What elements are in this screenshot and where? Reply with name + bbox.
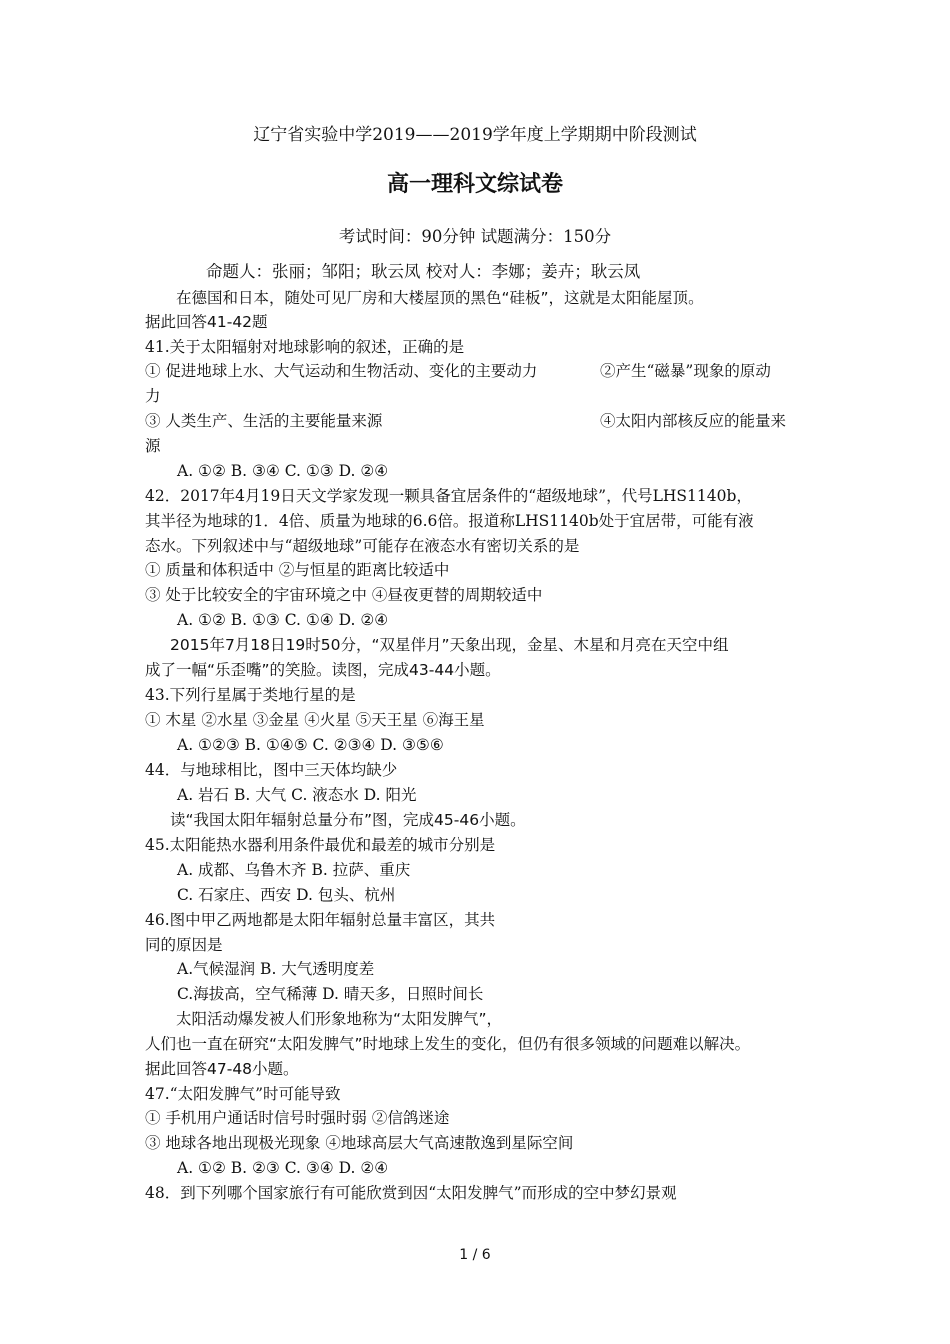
intro-1-line-1: 在德国和日本，随处可见厂房和大楼屋顶的黑色“硅板”，这就是太阳能屋顶。 bbox=[176, 289, 704, 307]
q44-choices: A. 岩石 B. 大气 C. 液态水 D. 阳光 bbox=[177, 786, 417, 804]
page-number: 1 / 6 bbox=[459, 1247, 491, 1263]
q43-choices: A. ①②③ B. ①④⑤ C. ②③④ D. ③⑤⑥ bbox=[177, 736, 444, 754]
q42-line-1: 42．2017年4月19日天文学家发现一颗具备宜居条件的“超级地球”，代号LHS1140b， bbox=[145, 487, 752, 505]
q44-stem: 44．与地球相比，图中三天体均缺少 bbox=[145, 761, 398, 779]
q47-line-1: ① 手机用户通话时信号时强时弱 ②信鸽迷途 bbox=[145, 1109, 450, 1127]
q47-stem: 47.“太阳发脾气”时可能导致 bbox=[145, 1085, 341, 1103]
q47-line-2: ③ 地球各地出现极光现象 ④地球高层大气高速散逸到星际空间 bbox=[145, 1134, 574, 1152]
q41-option-1: ① 促进地球上水、大气运动和生物活动、变化的主要动力 bbox=[145, 362, 538, 380]
intro-3-line-1: 读“我国太阳年辐射总量分布”图，完成45-46小题。 bbox=[170, 811, 526, 829]
q41-option-4-wrap: 源 bbox=[145, 437, 161, 455]
q42-line-2: 其半径为地球的1．4倍、质量为地球的6.6倍。报道称LHS1140b处于宜居带，可能有液 bbox=[145, 512, 754, 530]
q47-choices: A. ①② B. ②③ C. ③④ D. ②④ bbox=[177, 1159, 389, 1177]
q46-choices-1: A.气候湿润 B. 大气透明度差 bbox=[177, 960, 375, 978]
q43-options: ① 木星 ②水星 ③金星 ④火星 ⑤天王星 ⑥海王星 bbox=[145, 711, 485, 729]
q46-line-2: 同的原因是 bbox=[145, 936, 223, 954]
intro-2-line-2: 成了一幅“乐歪嘴”的笑脸。读图，完成43-44小题。 bbox=[145, 661, 501, 679]
q42-choices: A. ①② B. ①③ C. ①④ D. ②④ bbox=[177, 611, 389, 629]
exam-info: 考试时间：90分钟 试题满分：150分 bbox=[338, 227, 612, 246]
q45-choices-1: A. 成都、乌鲁木齐 B. 拉萨、重庆 bbox=[177, 861, 411, 879]
q45-stem: 45.太阳能热水器利用条件最优和最差的城市分别是 bbox=[145, 836, 496, 854]
exam-subtitle: 辽宁省实验中学2019——2019学年度上学期期中阶段测试 bbox=[253, 125, 697, 145]
q41-option-3: ③ 人类生产、生活的主要能量来源 bbox=[145, 412, 383, 430]
q41-stem: 41.关于太阳辐射对地球影响的叙述，正确的是 bbox=[145, 338, 465, 356]
q42-line-5: ③ 处于比较安全的宇宙环境之中 ④昼夜更替的周期较适中 bbox=[145, 586, 543, 604]
intro-4-line-1: 太阳活动爆发被人们形象地称为“太阳发脾气”， bbox=[176, 1010, 503, 1028]
intro-4-line-2: 人们也一直在研究“太阳发脾气”时地球上发生的变化，但仍有很多领域的问题难以解决。 bbox=[145, 1035, 751, 1053]
intro-2-line-1: 2015年7月18日19时50分，“双星伴月”天象出现，金星、木星和月亮在天空中组 bbox=[170, 636, 729, 654]
exam-staff: 命题人：张丽；邹阳；耿云凤 校对人：李娜；姜卉；耿云凤 bbox=[206, 262, 641, 281]
intro-1-line-2: 据此回答41-42题 bbox=[145, 313, 268, 331]
q41-choices: A. ①② B. ③④ C. ①③ D. ②④ bbox=[177, 462, 389, 480]
q42-line-3: 态水。下列叙述中与“超级地球”可能存在液态水有密切关系的是 bbox=[145, 537, 580, 555]
q42-line-4: ① 质量和体积适中 ②与恒星的距离比较适中 bbox=[145, 561, 450, 579]
q45-choices-2: C. 石家庄、西安 D. 包头、杭州 bbox=[177, 886, 396, 904]
q48-stem: 48．到下列哪个国家旅行有可能欣赏到因“太阳发脾气”而形成的空中梦幻景观 bbox=[145, 1184, 677, 1202]
q46-line-1: 46.图中甲乙两地都是太阳年辐射总量丰富区，其共 bbox=[145, 911, 496, 929]
q41-option-2-wrap: 力 bbox=[145, 387, 161, 405]
q41-option-4: ④太阳内部核反应的能量来 bbox=[600, 412, 787, 430]
q43-stem: 43.下列行星属于类地行星的是 bbox=[145, 686, 356, 704]
exam-title: 高一理科文综试卷 bbox=[386, 172, 563, 197]
q41-option-2: ②产生“磁暴”现象的原动 bbox=[600, 362, 771, 380]
q46-choices-2: C.海拔高，空气稀薄 D. 晴天多，日照时间长 bbox=[177, 985, 484, 1003]
intro-4-line-3: 据此回答47-48小题。 bbox=[145, 1060, 299, 1078]
